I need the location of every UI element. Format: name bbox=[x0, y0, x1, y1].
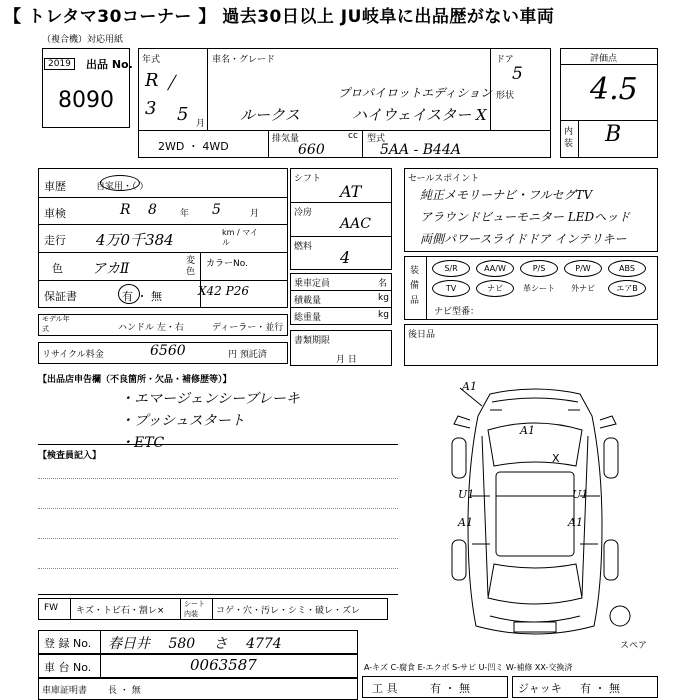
declaration-label: 【出品店申告欄（不良箇所・欠品・補修歴等）】 bbox=[38, 375, 232, 385]
interior-value: B bbox=[605, 122, 622, 147]
weight-label: 総重量 bbox=[294, 313, 322, 323]
defects-text: キズ・トビ石・割レ× bbox=[76, 606, 165, 616]
model-row-dealer: ディーラー・並行 bbox=[212, 323, 284, 333]
color-change-label: 変色 bbox=[186, 256, 196, 277]
inspection-month: 5 bbox=[212, 202, 221, 218]
equipment-leather: 革シート bbox=[523, 284, 555, 293]
inspection-label: 車検 bbox=[44, 207, 66, 220]
rating-label: 評価点 bbox=[590, 54, 618, 64]
jack-label: ジャッキ bbox=[518, 682, 562, 695]
defects-fw: FW bbox=[44, 603, 59, 613]
history-label: 車歴 bbox=[44, 180, 66, 193]
later-date-box bbox=[404, 324, 658, 366]
shift-label: シフト bbox=[294, 174, 322, 184]
fuel-value: 4 bbox=[340, 248, 351, 267]
sales-points-label: セールスポイント bbox=[408, 174, 480, 184]
displacement-unit: cc bbox=[348, 131, 358, 141]
inspector-label: 【検査員記入】 bbox=[38, 451, 102, 461]
tools-options: 有 ・ 無 bbox=[430, 682, 470, 695]
lot-label: 出品 No. bbox=[86, 58, 133, 71]
displacement-label: 排気量 bbox=[272, 134, 300, 144]
defects-seat-label: シート内装 bbox=[184, 600, 205, 618]
recycle-value: 6560 bbox=[150, 343, 186, 359]
inspection-era: R bbox=[120, 202, 131, 218]
equipment-tv: TV bbox=[432, 280, 470, 297]
equipment-airbag: エアB bbox=[608, 280, 646, 297]
capacity-label: 乗車定員 bbox=[294, 279, 331, 289]
door-label: ドア bbox=[496, 55, 514, 65]
cert-options: 長 ・ 無 bbox=[108, 686, 141, 696]
sales-point-1: 純正メモリーナビ・フルセグTV bbox=[420, 188, 593, 202]
color-code: X42 P26 bbox=[198, 284, 249, 298]
color-code-label: カラーNo. bbox=[206, 259, 248, 269]
defects-seat-text: コゲ・穴・汚レ・シミ・破レ・ズレ bbox=[216, 606, 361, 616]
model-row-handle: ハンドル 左・右 bbox=[118, 323, 184, 333]
displacement-value: 660 bbox=[298, 142, 325, 158]
docs-label: 書類期限 bbox=[294, 336, 331, 346]
model-year-month: 5 bbox=[177, 104, 189, 125]
declaration-line-3: ・ETC bbox=[120, 435, 165, 451]
cert-label: 車庫証明書 bbox=[42, 686, 88, 696]
equipment-navi: ナビ bbox=[476, 280, 514, 297]
chassis-label: 車 台 No. bbox=[44, 661, 92, 674]
declaration-line-2: ・プッシュスタート bbox=[120, 413, 245, 429]
navi-type: ナビ型番： bbox=[434, 307, 480, 317]
car-grade: プロパイロットエディション bbox=[338, 86, 493, 100]
load-unit: kg bbox=[378, 293, 389, 303]
shape-label: 形状 bbox=[496, 91, 515, 101]
inspection-year: 8 bbox=[148, 202, 157, 218]
model-row-label: モデル年式 bbox=[42, 315, 70, 333]
recycle-label: リサイクル料金 bbox=[42, 350, 104, 360]
model-year-label: 年式 bbox=[142, 55, 161, 65]
color-label: 色 bbox=[52, 262, 63, 275]
mileage-label: 走行 bbox=[44, 234, 66, 247]
model-year-month-unit: 月 bbox=[196, 119, 206, 129]
car-subgrade: ハイウェイスター X bbox=[352, 106, 487, 124]
capacity-unit: 名 bbox=[378, 279, 388, 289]
model-code-value: 5AA - B44A bbox=[380, 142, 461, 158]
equipment-label: 装備品 bbox=[410, 266, 420, 306]
equipment-sr: S/R bbox=[432, 260, 470, 277]
load-label: 積載量 bbox=[294, 296, 322, 306]
fuel-label: 燃料 bbox=[294, 242, 313, 252]
car-name: ルークス bbox=[240, 106, 300, 124]
diagram-mark-2: A1 bbox=[520, 424, 535, 437]
inspection-year-unit: 年 bbox=[180, 209, 190, 219]
mileage-value: 4万0千384 bbox=[96, 231, 174, 249]
docs-unit: 月 日 bbox=[336, 355, 357, 365]
ac-label: 冷房 bbox=[294, 208, 313, 218]
car-name-label: 車名・グレード bbox=[212, 55, 276, 65]
history-value: 自家用・（ ） bbox=[96, 182, 149, 192]
equipment-ps: P/S bbox=[520, 260, 558, 277]
equipment-ext-navi: 外ナビ bbox=[571, 284, 595, 293]
model-year-era: R bbox=[145, 70, 159, 91]
header-note: （複合機）対応用紙 bbox=[42, 35, 124, 45]
diagram-spare: スペア bbox=[620, 641, 648, 651]
diagram-mark-6: A1 bbox=[458, 516, 473, 529]
drive-label: 2WD ・ 4WD bbox=[158, 140, 229, 153]
diagram-mark-1: A1 bbox=[462, 380, 477, 393]
ac-value: AAC bbox=[340, 216, 371, 232]
equipment-pw: P/W bbox=[564, 260, 602, 277]
lot-year: 2019 bbox=[44, 58, 75, 70]
rating-value: 4.5 bbox=[590, 72, 638, 107]
shift-value: AT bbox=[340, 182, 362, 201]
tools-label: 工 具 bbox=[372, 682, 398, 695]
banner: 【 トレタマ30コーナー 】 過去30日以上 JU岐阜に出品歴がない車両 bbox=[4, 7, 555, 27]
diagram-mark-7: A1 bbox=[568, 516, 583, 529]
model-year-year: 3 bbox=[145, 98, 157, 119]
inspection-month-unit: 月 bbox=[250, 209, 260, 219]
mileage-unit: km / マイル bbox=[222, 228, 259, 247]
equipment-abs: ABS bbox=[608, 260, 646, 277]
weight-unit: kg bbox=[378, 310, 389, 320]
diagram-mark-3: X bbox=[552, 452, 560, 465]
model-code-label: 型式 bbox=[367, 134, 386, 144]
declaration-line-1: ・エマージェンシーブレーキ bbox=[120, 391, 300, 407]
color-value: アカⅡ bbox=[92, 261, 130, 277]
lot-number: 8090 bbox=[58, 88, 114, 113]
warranty-options: 有 ・ 無 bbox=[122, 290, 162, 303]
registration-label: 登 録 No. bbox=[44, 637, 92, 650]
door-value: 5 bbox=[512, 64, 523, 84]
diagram-mark-4: U1 bbox=[458, 488, 475, 501]
equipment-row-2 bbox=[432, 280, 646, 297]
warranty-label: 保証書 bbox=[44, 290, 77, 303]
chassis-value: 0063587 bbox=[190, 656, 257, 674]
jack-options: 有 ・ 無 bbox=[580, 682, 620, 695]
diagram-legend: A-キズ C-腐食 E-エクボ S-サビ U-凹ミ W-補修 XX-交換済 bbox=[364, 663, 573, 672]
diagram-mark-5: U1 bbox=[572, 488, 589, 501]
sales-point-3: 両側パワースライドドア インテリキー bbox=[420, 232, 627, 246]
equipment-aaw: AA/W bbox=[476, 260, 514, 277]
interior-label: 内装 bbox=[564, 127, 574, 149]
equipment-row-1 bbox=[432, 260, 646, 277]
later-date-label: 後日品 bbox=[408, 330, 436, 340]
recycle-unit: 円 預託済 bbox=[228, 350, 267, 360]
sales-point-2: アラウンドビューモニター LEDヘッド bbox=[420, 210, 631, 224]
registration-value: 春日井 580 さ 4774 bbox=[108, 636, 282, 652]
